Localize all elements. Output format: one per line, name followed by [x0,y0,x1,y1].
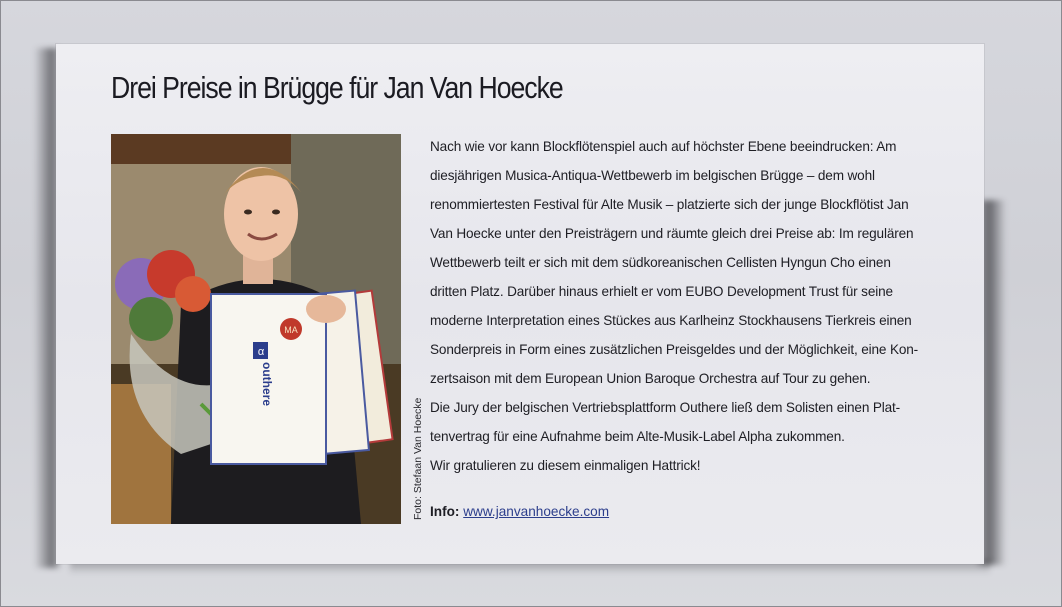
info-line [430,504,609,519]
photo-logo: outhere [260,362,274,407]
body-line: Wettbewerb teilt er sich mit dem südkoreanischen Cellisten Hyngun Cho einen [430,255,891,270]
photo-cert-mark: MA [284,325,298,335]
body-line: Die Jury der belgischen Vertriebsplattform Outhere ließ dem Solisten einen Plat- [430,400,901,415]
article-card [56,44,984,564]
article-title: Drei Preise in Brügge für Jan Van Hoecke [111,70,563,105]
info-link[interactable]: www.janvanhoecke.com [463,504,610,519]
info-label: Info: [430,504,460,519]
photo-credit: Foto: Stefaan Van Hoecke [412,397,424,520]
body-line: Van Hoecke unter den Preisträgern und räumte gleich drei Preise ab: Im regulären [430,226,914,241]
body-line: diesjährigen Musica-Antiqua-Wettbewerb im belgischen Brügge – dem wohl [430,168,875,183]
body-line: renommiertesten Festival für Alte Musik – platzierte sich der junge Blockflötist Jan [430,197,909,212]
body-line: Nach wie vor kann Blockflötenspiel auch auf höchster Ebene beeindrucken: Am [430,139,897,154]
body-line: dritten Platz. Darüber hinaus erhielt er vom EUBO Development Trust für seine [430,284,893,299]
body-line: tenvertrag für eine Aufnahme beim Alte-Musik-Label Alpha zukommen. [430,429,845,444]
body-line: zertsaison mit dem European Union Baroque Orchestra auf Tour zu gehen. [430,371,871,386]
svg-text:α: α [257,346,265,358]
article-photo [111,134,401,524]
photo-illustration [111,134,401,524]
body-line: moderne Interpretation eines Stückes aus Karlheinz Stockhausens Tierkreis einen [430,313,912,328]
article-body [430,132,950,480]
body-line: Wir gratulieren zu diesem einmaligen Hattrick! [430,458,701,473]
body-line: Sonderpreis in Form eines zusätzlichen Preisgeldes und der Möglichkeit, eine Kon- [430,342,919,357]
